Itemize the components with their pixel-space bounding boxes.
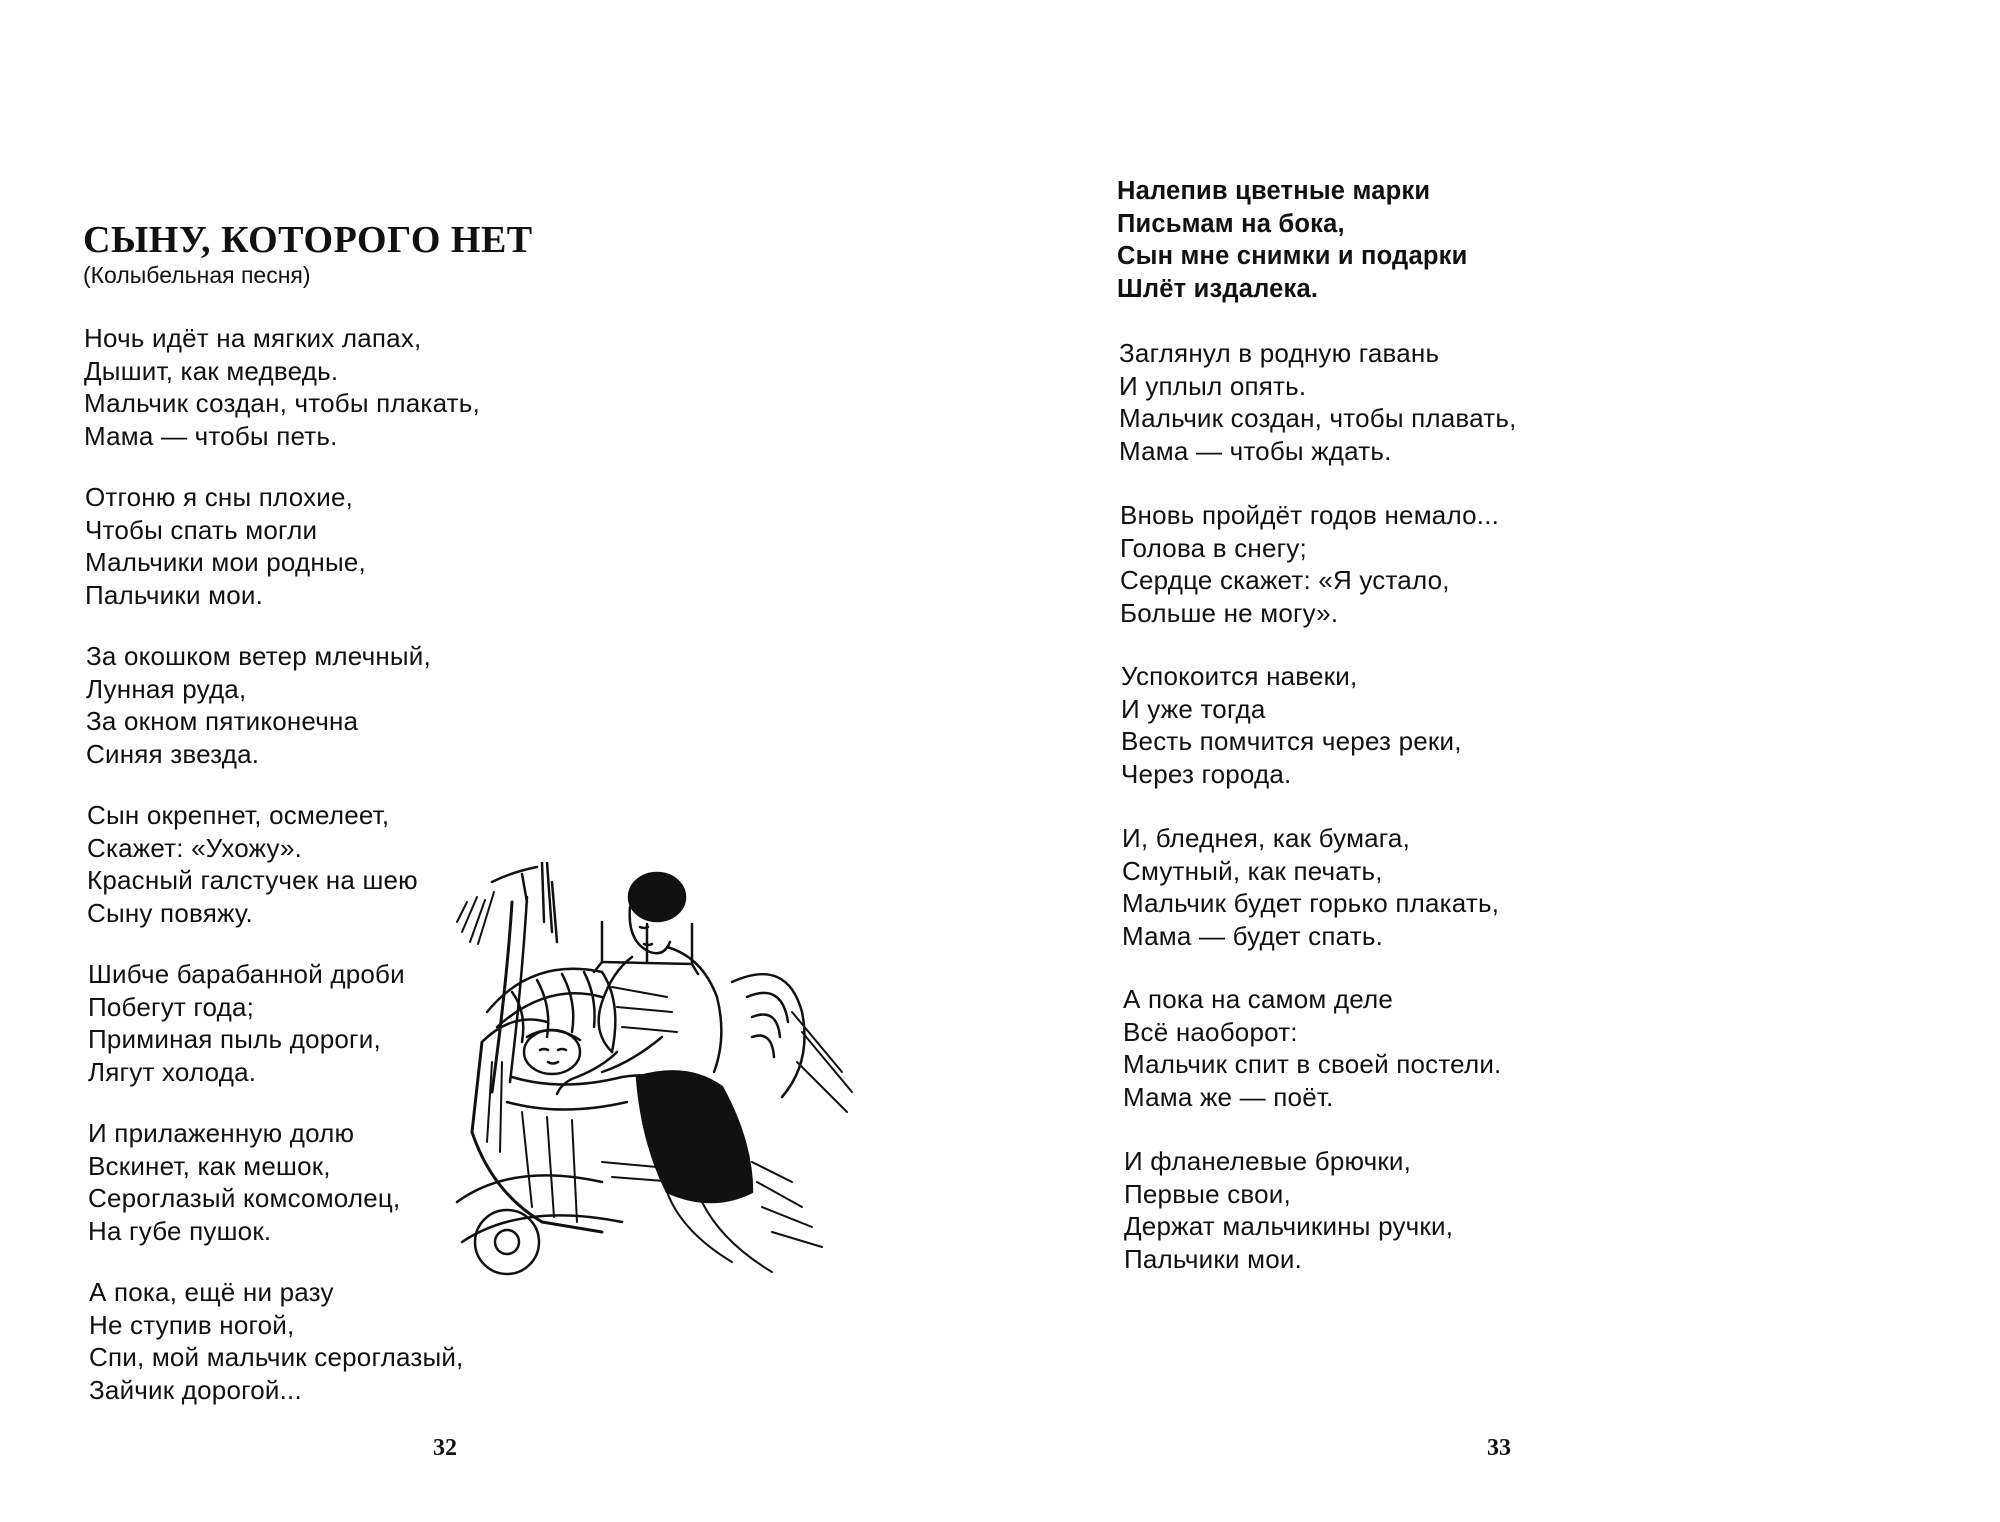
poem-line: Лунная руда,: [86, 673, 247, 704]
poem-line: Ночь идёт на мягких лапах,: [84, 323, 422, 353]
poem-title: СЫНУ, КОТОРОГО НЕТ: [83, 219, 533, 261]
poem-line: Письмам на бока,: [1117, 209, 1345, 238]
poem-line: Зайчик дорогой...: [89, 1374, 302, 1405]
poem-line: Мальчик создан, чтобы плакать,: [84, 388, 480, 418]
poem-line: Мама — чтобы петь.: [84, 420, 338, 451]
poem-line: За окном пятиконечна: [86, 706, 359, 736]
right-page: [1000, 0, 2000, 1522]
stanza-6: [88, 1117, 400, 1247]
poem-line: Сыну повяжу.: [87, 897, 253, 928]
stanza-7: [89, 1276, 463, 1406]
poem-line: За окошком ветер млечный,: [86, 641, 431, 671]
stanza-2: [85, 481, 366, 611]
mother-at-cradle-illustration: [452, 862, 862, 1282]
poem-line: Отгоню я сны плохие,: [85, 482, 354, 512]
poem-line: Мальчики мои родные,: [85, 547, 366, 577]
poem-line: Шлёт издалека.: [1117, 274, 1319, 303]
poem-line: На губе пушок.: [88, 1215, 272, 1246]
poem-line: Красный галстучек на шею: [87, 865, 418, 895]
poem-line: Приминая пыль дороги,: [88, 1024, 381, 1054]
poem-line: Мама — будет спать.: [1122, 920, 1383, 951]
poem-line: Чтобы спать могли: [85, 514, 318, 545]
page-number-left: 32: [433, 1435, 457, 1461]
poem-line: Сын окрепнет, осмелеет,: [87, 800, 390, 830]
poem-line: Мальчик будет горько плакать,: [1122, 888, 1500, 918]
poem-line: Лягут холода.: [88, 1056, 257, 1087]
poem-line: Мама — чтобы ждать.: [1119, 435, 1392, 466]
poem-line: Дышит, как медведь.: [84, 355, 339, 386]
poem-line: Налепив цветные марки: [1117, 177, 1431, 205]
poem-line: Спи, мой мальчик сероглазый,: [89, 1342, 464, 1372]
poem-line: И прилаженную долю: [88, 1118, 355, 1148]
poem-line: Побегут года;: [88, 991, 255, 1022]
poem-line: Сын мне снимки и подарки: [1117, 242, 1468, 270]
page-number-right: 33: [1487, 1435, 1511, 1461]
stanza-4: [87, 799, 418, 929]
poem-subtitle: (Колыбельная песня): [83, 262, 311, 288]
poem-line: Через города.: [1121, 758, 1292, 789]
stanza-9: [1119, 337, 1517, 467]
poem-line: И фланелевые брючки,: [1124, 1146, 1412, 1176]
poem-line: Всё наоборот:: [1123, 1016, 1298, 1047]
poem-line: Мальчик спит в своей постели.: [1123, 1049, 1502, 1079]
poem-line: И уплыл опять.: [1119, 370, 1307, 401]
poem-line: Не ступив ногой,: [89, 1309, 295, 1340]
poem-line: Смутный, как печать,: [1122, 855, 1383, 886]
stanza-10: [1120, 499, 1499, 629]
stanza-8: [1117, 175, 1467, 305]
stanza-3: [86, 640, 431, 770]
stanza-11: [1121, 660, 1462, 790]
stanza-13: [1123, 983, 1501, 1113]
poem-line: Пальчики мои.: [85, 579, 263, 610]
poem-line: Держат мальчикины ручки,: [1124, 1211, 1454, 1241]
poem-line: И уже тогда: [1121, 693, 1266, 724]
stanza-14: [1124, 1145, 1453, 1275]
poem-line: Весть помчится через реки,: [1121, 726, 1462, 756]
poem-line: Сердце скажет: «Я устало,: [1120, 565, 1450, 595]
poem-line: Больше не могу».: [1120, 597, 1339, 628]
poem-line: Пальчики мои.: [1124, 1243, 1302, 1274]
poem-line: Вновь пройдёт годов немало...: [1120, 500, 1500, 530]
poem-line: Синяя звезда.: [86, 738, 260, 769]
stanza-1: [84, 322, 480, 452]
stanza-12: [1122, 822, 1499, 952]
poem-line: Шибче барабанной дроби: [88, 959, 405, 989]
poem-line: И, бледнея, как бумага,: [1122, 823, 1410, 853]
poem-line: А пока на самом деле: [1123, 984, 1394, 1014]
stanza-5: [88, 958, 405, 1088]
poem-line: Первые свои,: [1124, 1178, 1291, 1209]
poem-line: Мама же — поёт.: [1123, 1081, 1334, 1112]
poem-line: Скажет: «Ухожу».: [87, 832, 303, 863]
poem-line: Голова в снегу;: [1120, 532, 1307, 563]
poem-line: Успокоится навеки,: [1121, 661, 1358, 691]
poem-line: Мальчик создан, чтобы плавать,: [1119, 403, 1517, 433]
poem-line: Заглянул в родную гавань: [1119, 338, 1440, 368]
poem-line: Сероглазый комсомолец,: [88, 1183, 401, 1213]
poem-line: А пока, ещё ни разу: [89, 1277, 334, 1307]
poem-line: Вскинет, как мешок,: [88, 1150, 331, 1181]
